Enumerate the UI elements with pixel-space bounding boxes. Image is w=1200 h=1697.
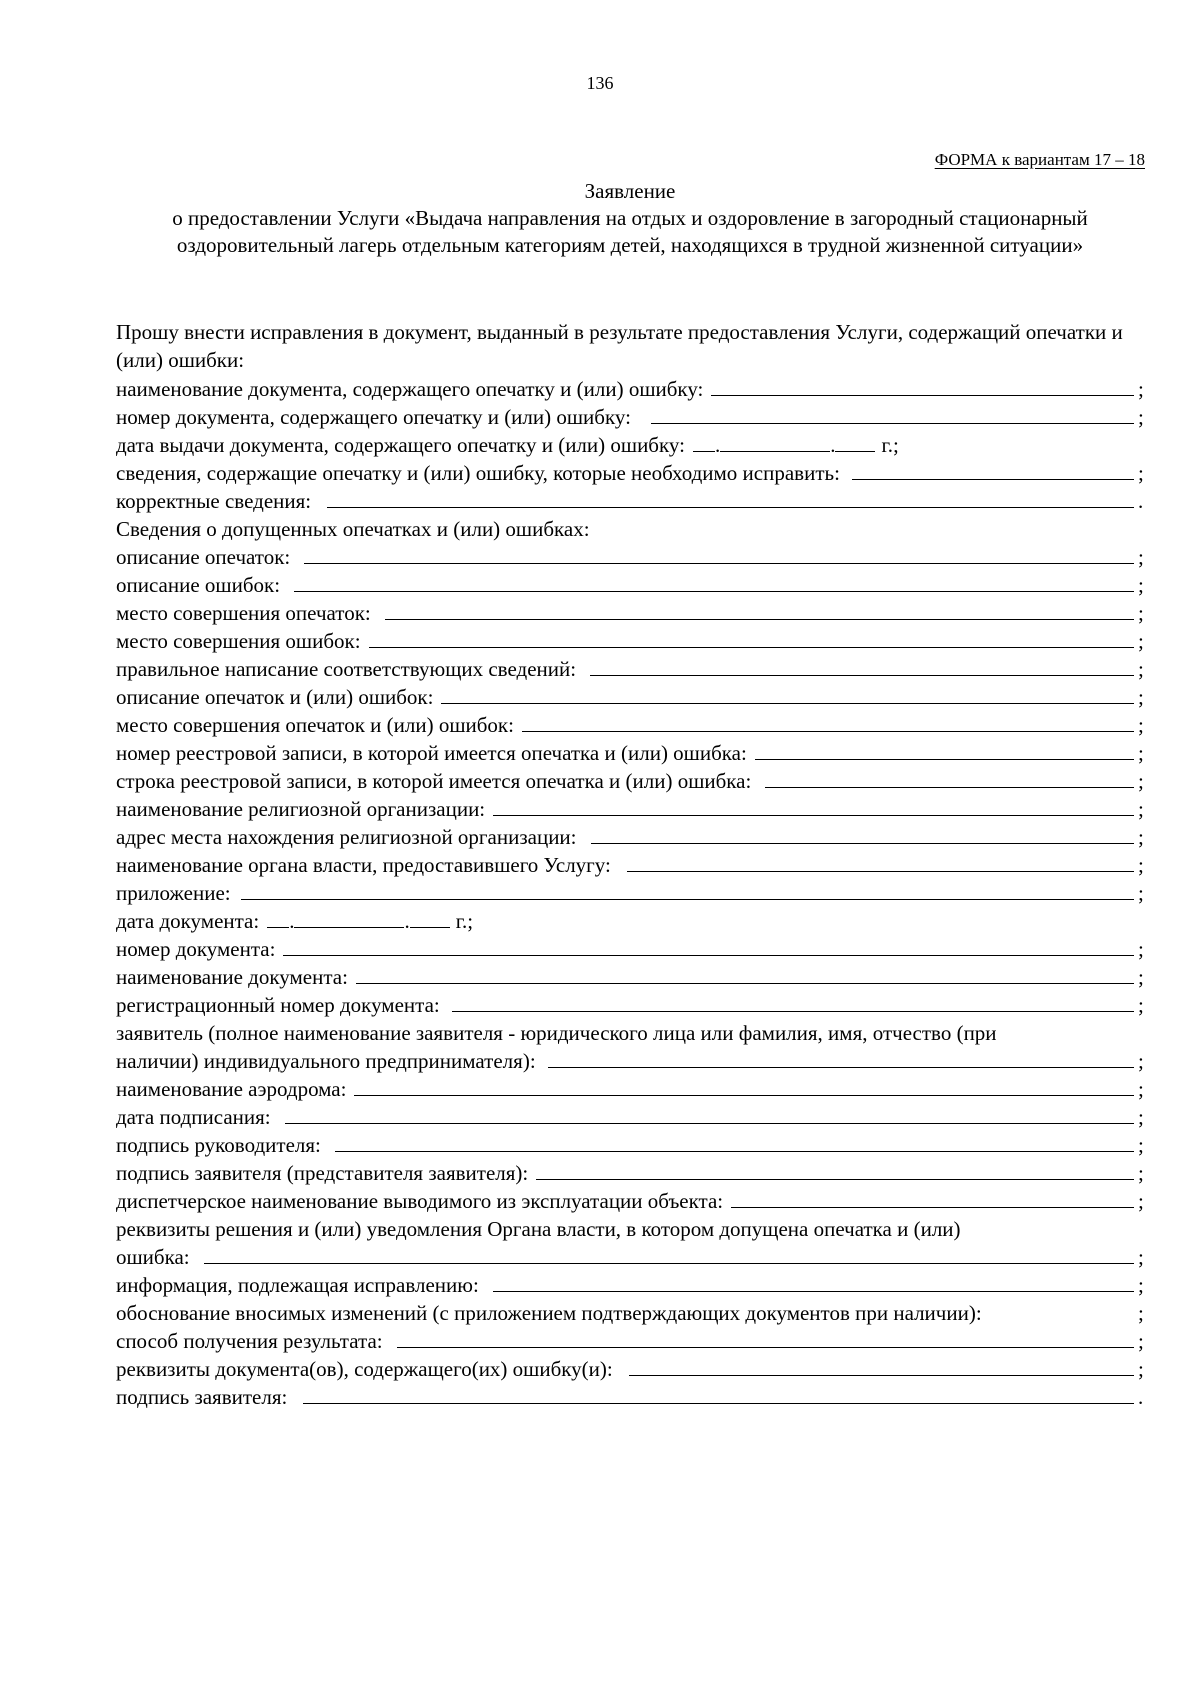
field-end: ; bbox=[1138, 461, 1144, 485]
field-applicant-line1 bbox=[116, 1018, 1146, 1046]
field-end: ; bbox=[1138, 1329, 1144, 1353]
field-end: ; bbox=[1138, 657, 1144, 681]
field-doc-name bbox=[116, 374, 1146, 402]
field-label: сведения, содержащие опечатку и (или) ошибку, которые необходимо исправить: bbox=[116, 461, 840, 485]
date-separator: . bbox=[404, 909, 410, 933]
date-separator: . bbox=[714, 433, 721, 457]
fill-line[interactable] bbox=[452, 1011, 1134, 1012]
field-label: наличии) индивидуального предпринимателя): bbox=[116, 1049, 536, 1073]
field-decision-details-line2 bbox=[116, 1242, 1146, 1270]
field-label: дата документа: bbox=[116, 909, 260, 933]
field-label: дата выдачи документа, содержащего опечатку и (или) ошибку: bbox=[116, 433, 685, 457]
fill-line[interactable] bbox=[591, 843, 1134, 844]
field-label: регистрационный номер документа: bbox=[116, 993, 440, 1017]
field-label: описание опечаток и (или) ошибок: bbox=[116, 685, 434, 709]
fill-line[interactable] bbox=[304, 563, 1134, 564]
fill-line[interactable] bbox=[327, 507, 1134, 508]
field-end: ; bbox=[1138, 1301, 1144, 1325]
field-applicant-signature bbox=[116, 1382, 1146, 1410]
field-end: ; bbox=[1138, 993, 1144, 1017]
field-end: ; bbox=[1138, 881, 1144, 905]
field-result-method bbox=[116, 1326, 1146, 1354]
fill-line[interactable] bbox=[283, 955, 1134, 956]
field-label: корректные сведения: bbox=[116, 489, 312, 513]
field-end: ; bbox=[1138, 1189, 1144, 1213]
intro-paragraph: Прошу внести исправления в документ, выданный в результате предоставления Услуги, содержащий опечатки и (или) ошибки: bbox=[116, 320, 1123, 372]
field-end: ; bbox=[1138, 937, 1144, 961]
page-number: 136 bbox=[586, 73, 614, 93]
field-label: строка реестровой записи, в которой имеется опечатка и (или) ошибка: bbox=[116, 769, 752, 793]
field-dispatch-name bbox=[116, 1186, 1146, 1214]
field-typo-place bbox=[116, 598, 1146, 626]
field-end: ; bbox=[1138, 1245, 1144, 1269]
field-correct-info bbox=[116, 486, 1146, 514]
field-label: подпись руководителя: bbox=[116, 1133, 321, 1157]
field-label: правильное написание соответствующих сведений: bbox=[116, 657, 577, 681]
fill-line[interactable] bbox=[522, 731, 1134, 732]
field-end: ; bbox=[1138, 545, 1144, 569]
field-attachment bbox=[116, 878, 1146, 906]
field-label: номер документа, содержащего опечатку и (или) ошибку: bbox=[116, 405, 631, 429]
fill-line[interactable] bbox=[493, 1291, 1134, 1292]
field-end: ; bbox=[1138, 965, 1144, 989]
document-title-block bbox=[110, 178, 1150, 259]
field-label: наименование религиозной организации: bbox=[116, 797, 486, 821]
date-month-slot[interactable] bbox=[294, 927, 404, 928]
field-end: ; bbox=[1138, 1049, 1144, 1073]
field-decision-details-line1 bbox=[116, 1214, 1146, 1242]
field-religious-org-address bbox=[116, 822, 1146, 850]
fill-line[interactable] bbox=[548, 1067, 1134, 1068]
fill-line[interactable] bbox=[285, 1123, 1134, 1124]
field-reg-number bbox=[116, 990, 1146, 1018]
field-end: ; bbox=[1138, 797, 1144, 821]
fill-line[interactable] bbox=[356, 983, 1134, 984]
field-label: место совершения опечаток: bbox=[116, 601, 371, 625]
fill-line[interactable] bbox=[354, 1095, 1134, 1096]
form-reference: ФОРМА к вариантам 17 – 18 bbox=[934, 150, 1145, 169]
field-label: описание опечаток: bbox=[116, 545, 291, 569]
fill-line[interactable] bbox=[651, 423, 1134, 424]
field-label: заявитель (полное наименование заявителя - юридического лица или фамилия, имя, отчество (при bbox=[116, 1021, 997, 1045]
fill-line[interactable] bbox=[629, 1375, 1134, 1376]
form-body bbox=[116, 318, 1146, 1410]
fill-line[interactable] bbox=[755, 759, 1134, 760]
field-label: номер документа: bbox=[116, 937, 276, 961]
field-applicant-rep-signature bbox=[116, 1158, 1146, 1186]
field-end: ; bbox=[1138, 573, 1144, 597]
field-label: адрес места нахождения религиозной организации: bbox=[116, 825, 577, 849]
fill-line[interactable] bbox=[536, 1179, 1134, 1180]
field-applicant-line2 bbox=[116, 1046, 1146, 1074]
section-label: Сведения о допущенных опечатках и (или) ошибках: bbox=[116, 517, 590, 541]
field-end: ; bbox=[1138, 825, 1144, 849]
field-end: ; bbox=[1138, 629, 1144, 653]
field-label: наименование документа: bbox=[116, 965, 348, 989]
field-changes-basis bbox=[116, 1298, 1146, 1326]
field-label: место совершения опечаток и (или) ошибок: bbox=[116, 713, 514, 737]
field-document-name bbox=[116, 962, 1146, 990]
fill-line[interactable] bbox=[441, 703, 1134, 704]
field-label: наименование аэродрома: bbox=[116, 1077, 347, 1101]
fill-line[interactable] bbox=[335, 1151, 1134, 1152]
field-label: ошибка: bbox=[116, 1245, 190, 1269]
fill-line[interactable] bbox=[397, 1347, 1134, 1348]
field-religious-org-name bbox=[116, 794, 1146, 822]
field-end: ; bbox=[1138, 405, 1144, 429]
fill-line[interactable] bbox=[590, 675, 1134, 676]
fill-line[interactable] bbox=[204, 1263, 1134, 1264]
field-label: диспетчерское наименование выводимого из эксплуатации объекта: bbox=[116, 1189, 724, 1213]
field-error-place bbox=[116, 626, 1146, 654]
fill-line[interactable] bbox=[731, 1207, 1134, 1208]
field-label: реквизиты решения и (или) уведомления Органа власти, в котором допущена опечатка и (или) bbox=[116, 1217, 961, 1241]
field-doc-date bbox=[116, 906, 1146, 934]
field-label: наименование органа власти, предоставившего Услугу: bbox=[116, 853, 611, 877]
date-year-suffix: г.; bbox=[455, 909, 474, 933]
field-label: подпись заявителя (представителя заявителя): bbox=[116, 1161, 529, 1185]
field-registry-line bbox=[116, 766, 1146, 794]
field-typo-error-desc bbox=[116, 682, 1146, 710]
field-label: обоснование вносимых изменений (с приложением подтверждающих документов при наличии): bbox=[116, 1301, 982, 1325]
date-separator: . bbox=[289, 909, 295, 933]
field-document-number bbox=[116, 934, 1146, 962]
field-erroneous-docs bbox=[116, 1354, 1146, 1382]
field-doc-number bbox=[116, 402, 1146, 430]
document-heading: Заявление bbox=[584, 179, 676, 203]
field-label: приложение: bbox=[116, 881, 231, 905]
field-typo-desc bbox=[116, 542, 1146, 570]
field-end: ; bbox=[1138, 685, 1144, 709]
fill-line[interactable] bbox=[627, 871, 1134, 872]
field-end: ; bbox=[1138, 741, 1144, 765]
fill-line[interactable] bbox=[303, 1403, 1134, 1404]
field-info-to-fix bbox=[116, 458, 1146, 486]
field-correct-spelling bbox=[116, 654, 1146, 682]
field-registry-number bbox=[116, 738, 1146, 766]
fill-line[interactable] bbox=[241, 899, 1134, 900]
field-end: ; bbox=[1138, 377, 1144, 401]
field-label: способ получения результата: bbox=[116, 1329, 383, 1353]
date-day-slot[interactable] bbox=[267, 927, 289, 928]
field-typo-error-place bbox=[116, 710, 1146, 738]
field-label: номер реестровой записи, в которой имеется опечатка и (или) ошибка: bbox=[116, 741, 747, 765]
field-end: ; bbox=[1138, 601, 1144, 625]
field-end: ; bbox=[1138, 1161, 1144, 1185]
field-label: наименование документа, содержащего опечатку и (или) ошибку: bbox=[116, 377, 704, 401]
field-label: место совершения ошибок: bbox=[116, 629, 361, 653]
field-label: дата подписания: bbox=[116, 1105, 271, 1129]
fill-line[interactable] bbox=[765, 787, 1134, 788]
fill-line[interactable] bbox=[385, 619, 1134, 620]
document-subtitle: о предоставлении Услуги «Выдача направления на отдых и оздоровление в загородный стационарный оздоровительный лагерь отдельным категориям детей, находящихся в трудной жизненной ситуации» bbox=[172, 206, 1088, 257]
field-end: ; bbox=[1138, 1105, 1144, 1129]
field-doc-issue-date bbox=[116, 430, 1146, 458]
date-month-slot[interactable] bbox=[720, 451, 830, 452]
field-end: ; bbox=[1138, 1357, 1144, 1381]
field-label: информация, подлежащая исправлению: bbox=[116, 1273, 479, 1297]
fill-line[interactable] bbox=[711, 395, 1134, 396]
field-end: . bbox=[1138, 489, 1144, 513]
field-label: подпись заявителя: bbox=[116, 1385, 288, 1409]
date-year-suffix: г.; bbox=[881, 433, 899, 457]
field-end: ; bbox=[1138, 713, 1144, 737]
field-authority-name bbox=[116, 850, 1146, 878]
date-day-slot[interactable] bbox=[693, 451, 715, 452]
fill-line[interactable] bbox=[369, 647, 1134, 648]
field-head-signature bbox=[116, 1130, 1146, 1158]
field-end: ; bbox=[1138, 853, 1144, 877]
fill-line[interactable] bbox=[294, 591, 1134, 592]
field-end: ; bbox=[1138, 769, 1144, 793]
field-end: ; bbox=[1138, 1077, 1144, 1101]
field-error-desc bbox=[116, 570, 1146, 598]
field-end: ; bbox=[1138, 1133, 1144, 1157]
errors-section-heading bbox=[116, 514, 1146, 542]
field-label: реквизиты документа(ов), содержащего(их) ошибку(и): bbox=[116, 1357, 613, 1381]
date-separator: . bbox=[830, 433, 836, 457]
field-sign-date bbox=[116, 1102, 1146, 1130]
fill-line[interactable] bbox=[493, 815, 1134, 816]
field-info-to-correct bbox=[116, 1270, 1146, 1298]
field-label: описание ошибок: bbox=[116, 573, 281, 597]
fill-line[interactable] bbox=[852, 479, 1134, 480]
field-end: . bbox=[1138, 1385, 1144, 1409]
date-year-slot[interactable] bbox=[410, 927, 450, 928]
field-aerodrome bbox=[116, 1074, 1146, 1102]
date-year-slot[interactable] bbox=[835, 451, 875, 452]
field-end: ; bbox=[1138, 1273, 1144, 1297]
